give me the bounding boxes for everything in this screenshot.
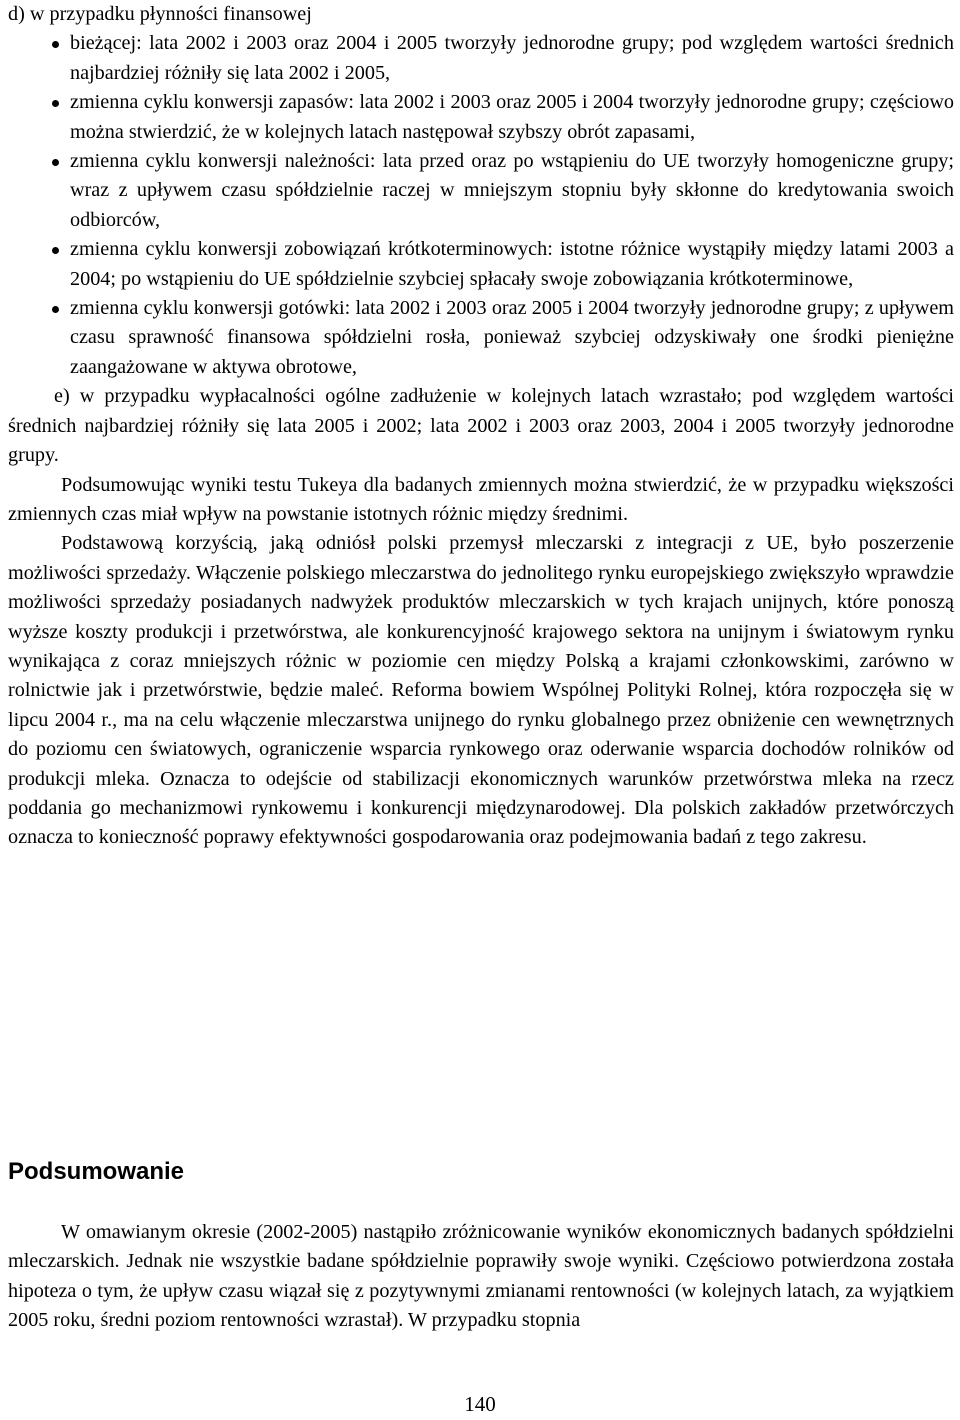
eu-integration-paragraph: Podstawową korzyścią, jaką odniósł polski przemysł mleczarski z integracji z UE, było poszerzenie możliwości sprzedaży. Włączenie polskiego mleczarstwa do jednolitego rynku europejskiego zwiększyło wprawdzie możliwości sprzedaży posiadanych nadwyżek produktów mleczarskich w tych krajach unijnych, które ponoszą wyższe koszty produkcji i przetwórstwa, ale konkurencyjność krajowego sektora na unijnym i światowym rynku wynikająca z coraz mniejszych różnic w poziomie cen między Polską a krajami członkowskimi, zarówno w rolnictwie jak i przetwórstwie, będzie maleć. Reforma bowiem Wspólnej Polityki Rolnej, która rozpoczęła się w lipcu 2004 r., ma na celu włączenie mleczarstwa unijnego do rynku globalnego przez obniżenie cen wewnętrznych do poziomu cen światowych, ograniczenie wsparcia rynkowego oraz oderwanie wsparcia dochodów rolników od produkcji mleka. Oznacza to odejście od stabilizacji ekonomicznych warunków przetwórstwa mleka na rzecz poddania go mechanizmowi rynkowemu i konkurencji międzynarodowej. Dla polskich zakładów przetwórczych oznacza to konieczność poprawy efektywności gospodarowania oraz podejmowania badań z tego zakresu. — [8, 532, 954, 849]
bullet-text: zmienna cyklu konwersji gotówki: lata 2002 i 2003 oraz 2005 i 2004 tworzyły jednorodne grupy; z upływem czasu sprawność finansowa spółdzielni rosła, ponieważ szybciej odzyskiwały one środki pieniężne zaangażowane w aktywa obrotowe, — [70, 297, 954, 378]
bullet-icon — [52, 247, 59, 254]
bullet-text: zmienna cyklu konwersji należności: lata przed oraz po wstąpieniu do UE tworzyły homogeniczne grupy; wraz z upływem czasu spółdzielnie raczej w mniejszym stopniu były skłonne do kredytowania swoich odbiorców, — [70, 150, 954, 231]
bullet-text: bieżącej: lata 2002 i 2003 oraz 2004 i 2005 tworzyły jednorodne grupy; pod względem wartości średnich najbardziej różniły się lata 2002 i 2005, — [70, 32, 954, 84]
bullet-item — [70, 235, 954, 294]
summary-section — [8, 1218, 954, 1336]
bullet-item — [70, 29, 954, 88]
bullet-icon — [52, 306, 59, 313]
section-e-paragraph: e) w przypadku wypłacalności ogólne zadłużenie w kolejnych latach wzrastało; pod względem wartości średnich najbardziej różniły się lata 2005 i 2002; lata 2002 i 2003 oraz 2003, 2004 i 2005 tworzyły jednorodne grupy. — [8, 385, 954, 467]
summary-heading: Podsumowanie — [8, 1158, 185, 1185]
bullet-icon — [52, 100, 59, 107]
bullet-item — [70, 294, 954, 382]
summary-paragraph: W omawianym okresie (2002-2005) nastąpiło zróżnicowanie wyników ekonomicznych badanych spółdzielni mleczarskich. Jednak nie wszystkie badane spółdzielnie poprawiły swoje wyniki. Częściowo potwierdzona została hipoteza o tym, że upływ czasu wiązał się z pozytywnymi zmianami rentowności (w kolejnych latach, za wyjątkiem 2005 roku, średni poziom rentowności wzrastał). W przypadku stopnia — [8, 1221, 954, 1332]
page-number: 140 — [464, 1392, 496, 1416]
bullet-text: zmienna cyklu konwersji zobowiązań krótkoterminowych: istotne różnice wystąpiły między latami 2003 a 2004; po wstąpieniu do UE spółdzielnie szybciej spłacały swoje zobowiązania krótkoterminowe, — [70, 238, 954, 290]
bullet-item — [70, 147, 954, 235]
bullet-item — [70, 88, 954, 147]
tukey-summary-paragraph: Podsumowując wyniki testu Tukeya dla badanych zmiennych można stwierdzić, że w przypadku większości zmiennych czas miał wpływ na powstanie istotnych różnic między średnimi. — [8, 473, 954, 525]
section-d-bullet-list — [8, 29, 954, 382]
bullet-icon — [52, 159, 59, 166]
bullet-icon — [52, 41, 59, 48]
bullet-text: zmienna cyklu konwersji zapasów: lata 2002 i 2003 oraz 2005 i 2004 tworzyły jednorodne grupy; częściowo można stwierdzić, że w kolejnych latach następował szybszy obrót zapasami, — [70, 91, 954, 143]
section-d-heading: d) w przypadku płynności finansowej — [8, 3, 312, 25]
